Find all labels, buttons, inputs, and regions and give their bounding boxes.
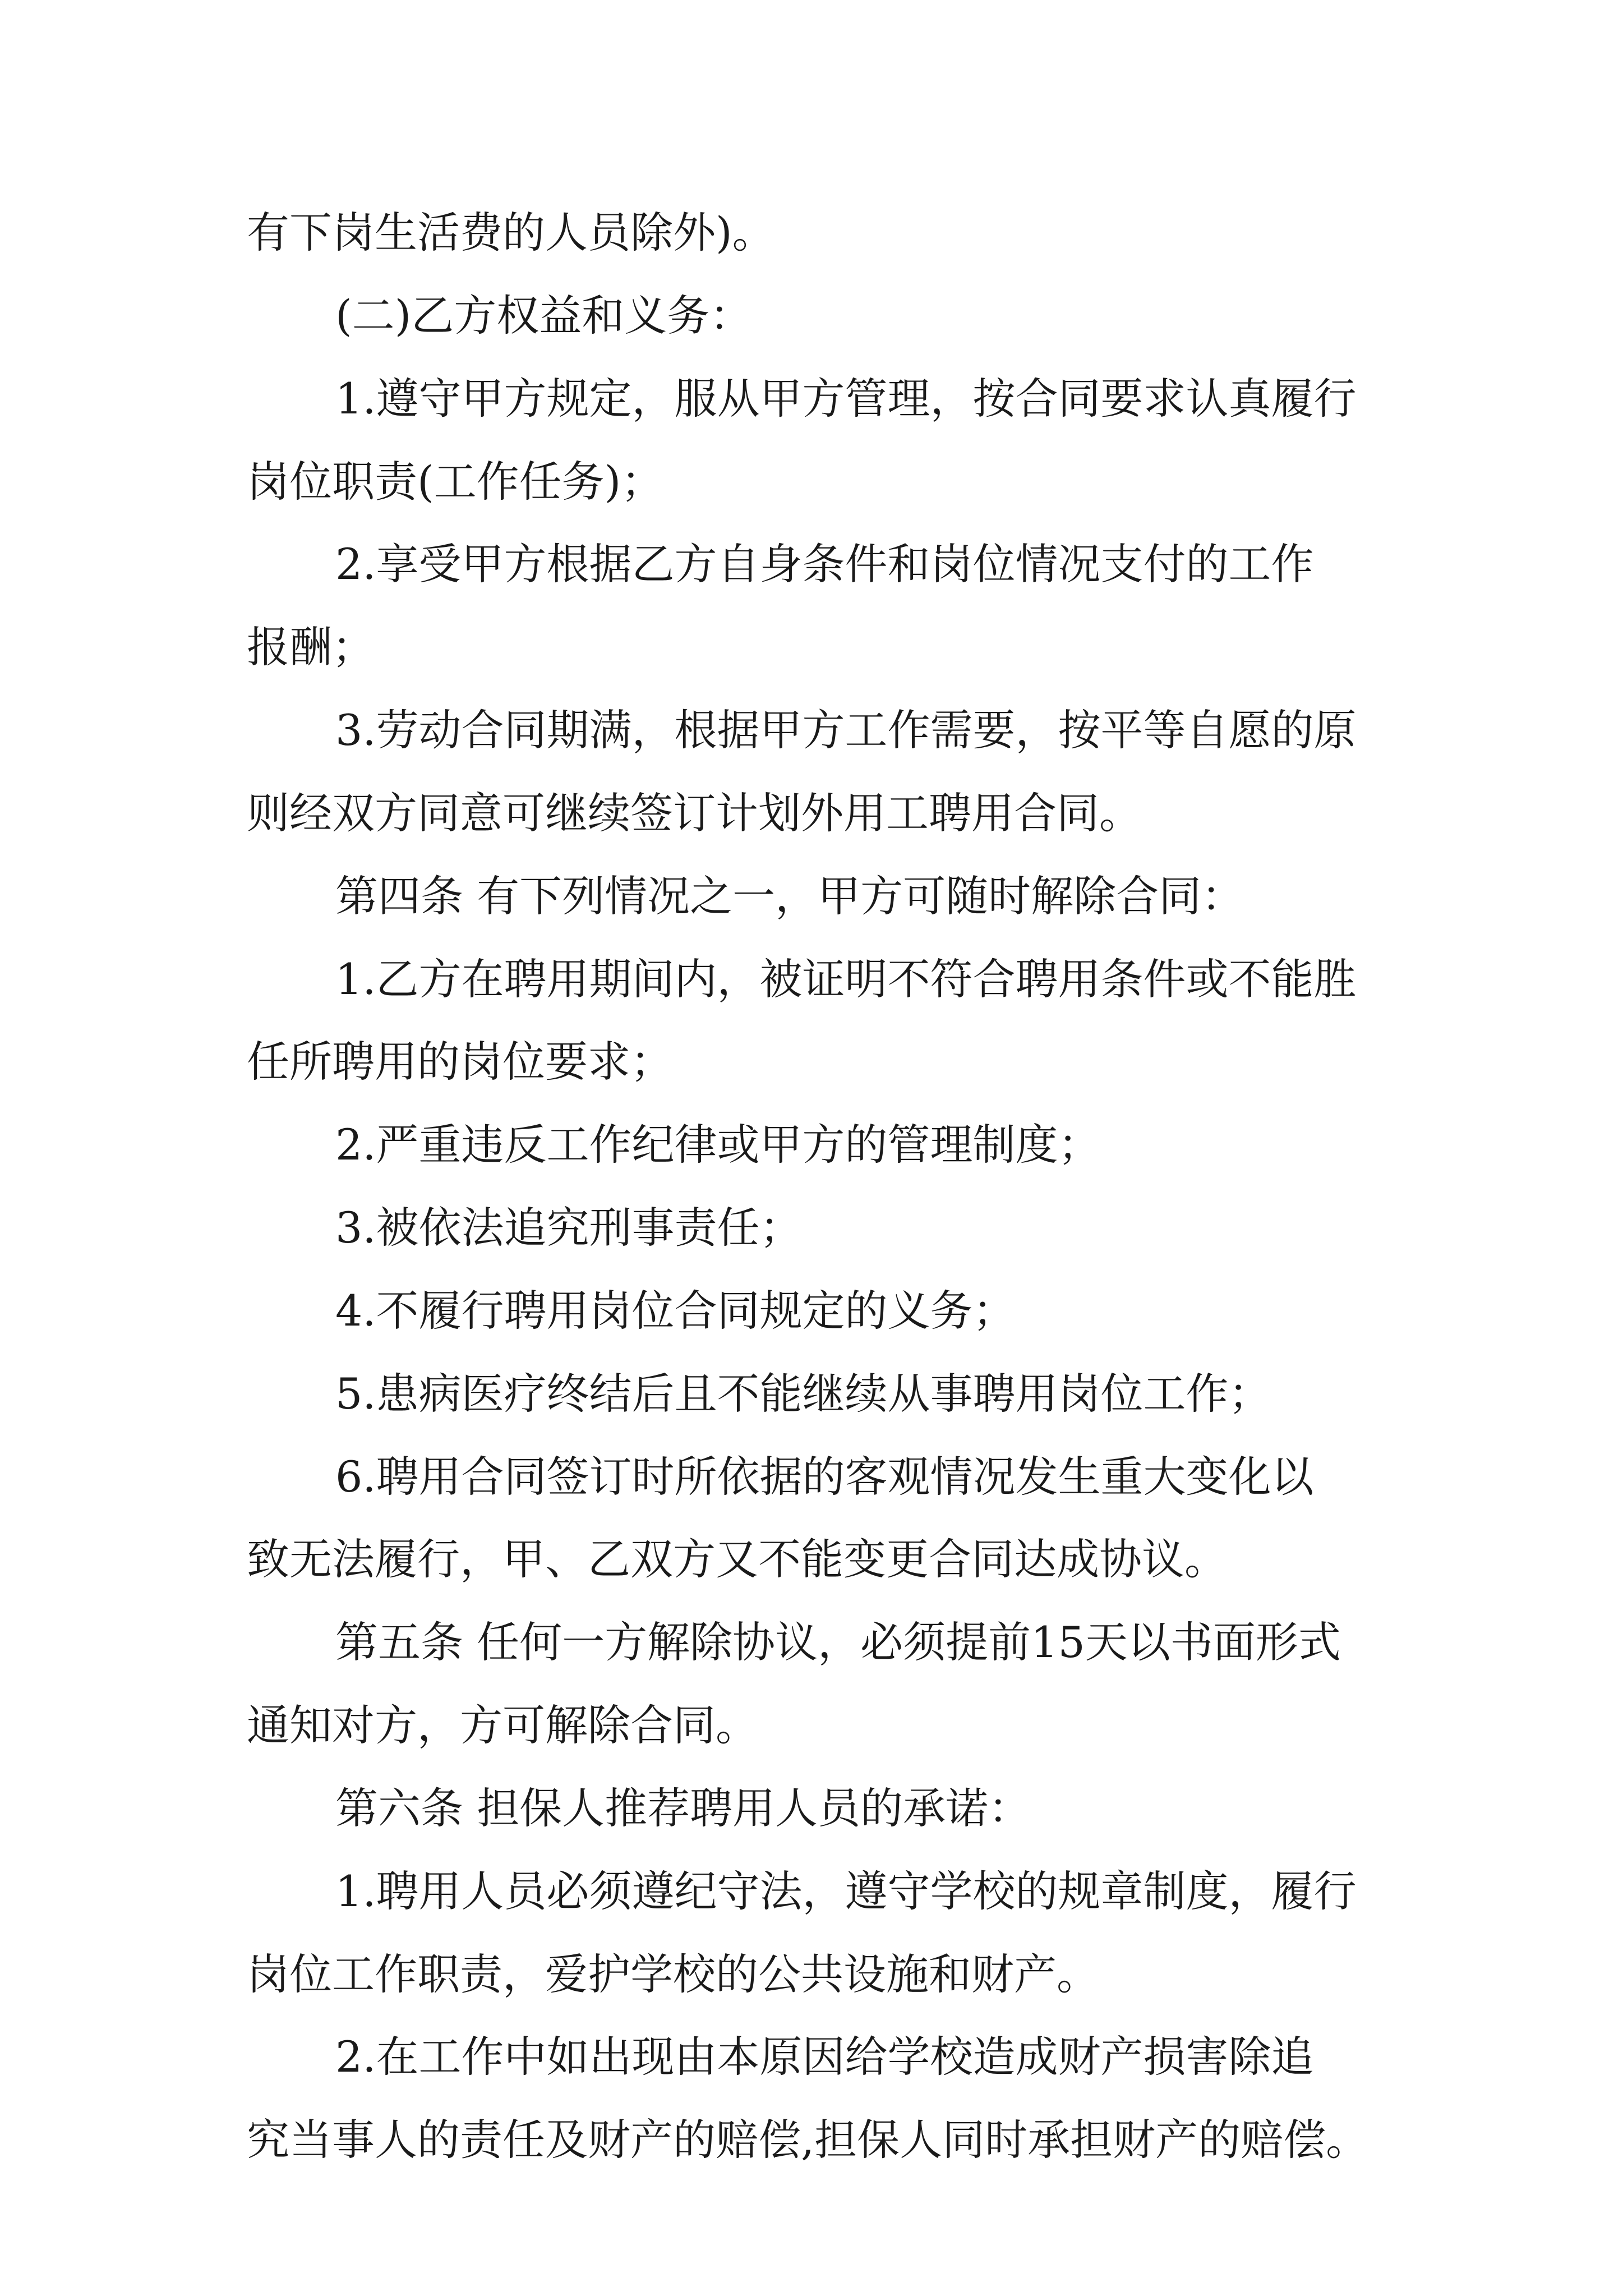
text-line: 则经双方同意可继续签订计划外用工聘用合同。 — [247, 788, 1142, 838]
text-line: 岗位职责(工作任务)； — [247, 457, 664, 507]
text-line: 第五条 任何一方解除协议，必须提前15天以书面形式 — [335, 1617, 1341, 1667]
text-line: 第六条 担保人推荐聘用人员的承诺： — [335, 1783, 1031, 1833]
text-line: 致无法履行，甲、乙双方又不能变更合同达成协议。 — [247, 1534, 1227, 1584]
text-line: (二)乙方权益和义务： — [335, 291, 753, 341]
text-line: 4.不履行聘用岗位合同规定的义务； — [335, 1286, 1016, 1336]
text-line: 3.劳动合同期满，根据甲方工作需要，按平等自愿的原 — [335, 705, 1357, 755]
text-line: 2.严重违反工作纪律或甲方的管理制度； — [335, 1120, 1101, 1170]
text-line: 2.在工作中如出现由本原因给学校造成财产损害除追 — [335, 2032, 1314, 2082]
text-line: 通知对方，方可解除合同。 — [247, 1700, 758, 1750]
text-line: 1.遵守甲方规定，服从甲方管理，按合同要求认真履行 — [335, 374, 1357, 424]
text-line: 有下岗生活费的人员除外)。 — [247, 208, 775, 257]
text-line: 2.享受甲方根据乙方自身条件和岗位情况支付的工作 — [335, 539, 1314, 589]
text-line: 究当事人的责任及财产的赔偿,担保人同时承担财产的赔偿。 — [247, 2115, 1369, 2165]
text-line: 1.乙方在聘用期间内，被证明不符合聘用条件或不能胜 — [335, 954, 1357, 1004]
text-line: 任所聘用的岗位要求； — [247, 1037, 673, 1087]
text-line: 3.被依法追究刑事责任； — [335, 1203, 803, 1253]
text-line: 岗位工作职责，爱护学校的公共设施和财产。 — [247, 1949, 1099, 1999]
text-line: 报酬； — [247, 622, 375, 672]
text-line: 6.聘用合同签订时所依据的客观情况发生重大变化以 — [335, 1452, 1314, 1502]
text-line: 5.患病医疗终结后且不能继续从事聘用岗位工作； — [335, 1369, 1271, 1419]
text-line: 第四条 有下列情况之一，甲方可随时解除合同： — [335, 871, 1244, 921]
text-line: 1.聘用人员必须遵纪守法，遵守学校的规章制度，履行 — [335, 1866, 1357, 1916]
